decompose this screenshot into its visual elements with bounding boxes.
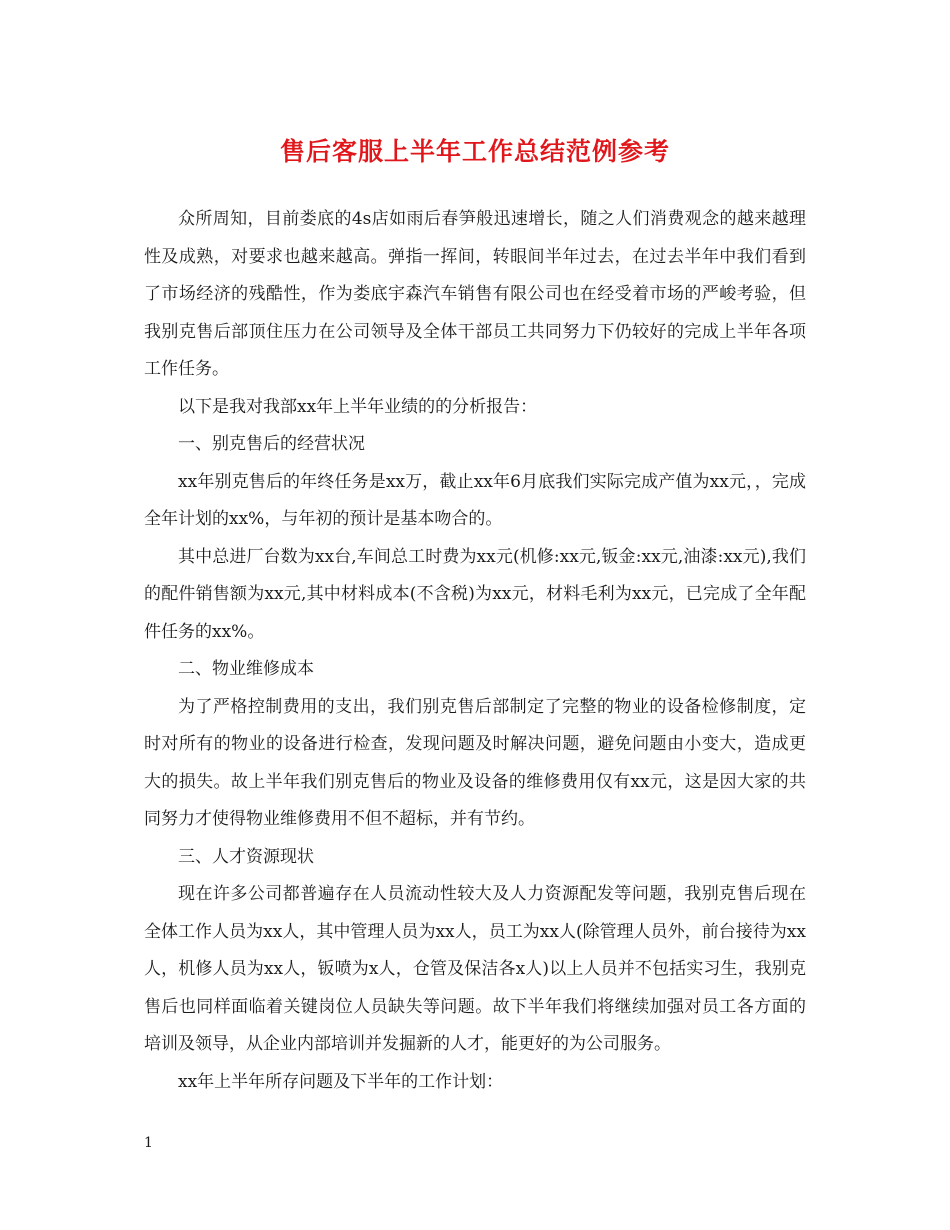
paragraph-maintenance: 为了严格控制费用的支出，我们别克售后部制定了完整的物业的设备检修制度，定时对所有的物业的设备进行检查，发现问题及时解决问题，避免问题由小变大，造成更大的损失。故上半年我们别克售后的物业及设备的维修费用仅有xx元，这是因大家的共同努力才使得物业维修费用不但不超标，并有节约。: [144, 696, 806, 829]
document-title: 售后客服上半年工作总结范例参考: [279, 137, 670, 166]
document-body: [144, 201, 806, 1101]
paragraph-report-lead: 以下是我对我部xx年上半年业绩的的分析报告：: [178, 396, 538, 417]
paragraph-workshop-figures: 其中总进厂台数为xx台,车间总工时费为xx元(机修:xx元,钣金:xx元,油漆:xx元),我们的配件销售额为xx元,其中材料成本(不含税)为xx元，材料毛利为xx元，已完成了全年配件任务的xx%。: [144, 546, 806, 642]
section-heading-maintenance-cost: 二、物业维修成本: [178, 659, 314, 679]
paragraph-intro: 众所周知，目前娄底的4s店如雨后春笋般迅速增长，随之人们消费观念的越来越理性及成熟，对要求也越来越高。弹指一挥间，转眼间半年过去，在过去半年中我们看到了市场经济的残酷性，作为娄底宇森汽车销售有限公司也在经受着市场的严峻考验，但我别克售后部顶住压力在公司领导及全体干部员工共同努力下仍较好的完成上半年各项工作任务。: [144, 209, 806, 379]
paragraph-plan-lead: xx年上半年所存问题及下半年的工作计划：: [178, 1071, 504, 1092]
paragraph-annual-task: xx年别克售后的年终任务是xx万，截止xx年6月底我们实际完成产值为xx元，，完成全年计划的xx%，与年初的预计是基本吻合的。: [144, 471, 806, 529]
section-heading-human-resources: 三、人才资源现状: [178, 846, 314, 867]
paragraph-staffing: 现在许多公司都普遍存在人员流动性较大及人力资源配发等问题，我别克售后现在全体工作人员为xx人，其中管理人员为xx人，员工为xx人(除管理人员外，前台接待为xx人，机修人员为xx人，钣喷为x人，仓管及保洁各x人)以上人员并不包括实习生，我别克售后也同样面临着关键岗位人员缺失等问题。故下半年我们将继续加强对员工各方面的培训及领导，从企业内部培训并发掘新的人才，能更好的为公司服务。: [144, 884, 806, 1054]
page-number: 1: [144, 1135, 153, 1151]
section-heading-operations: 一、别克售后的经营状况: [178, 434, 365, 454]
